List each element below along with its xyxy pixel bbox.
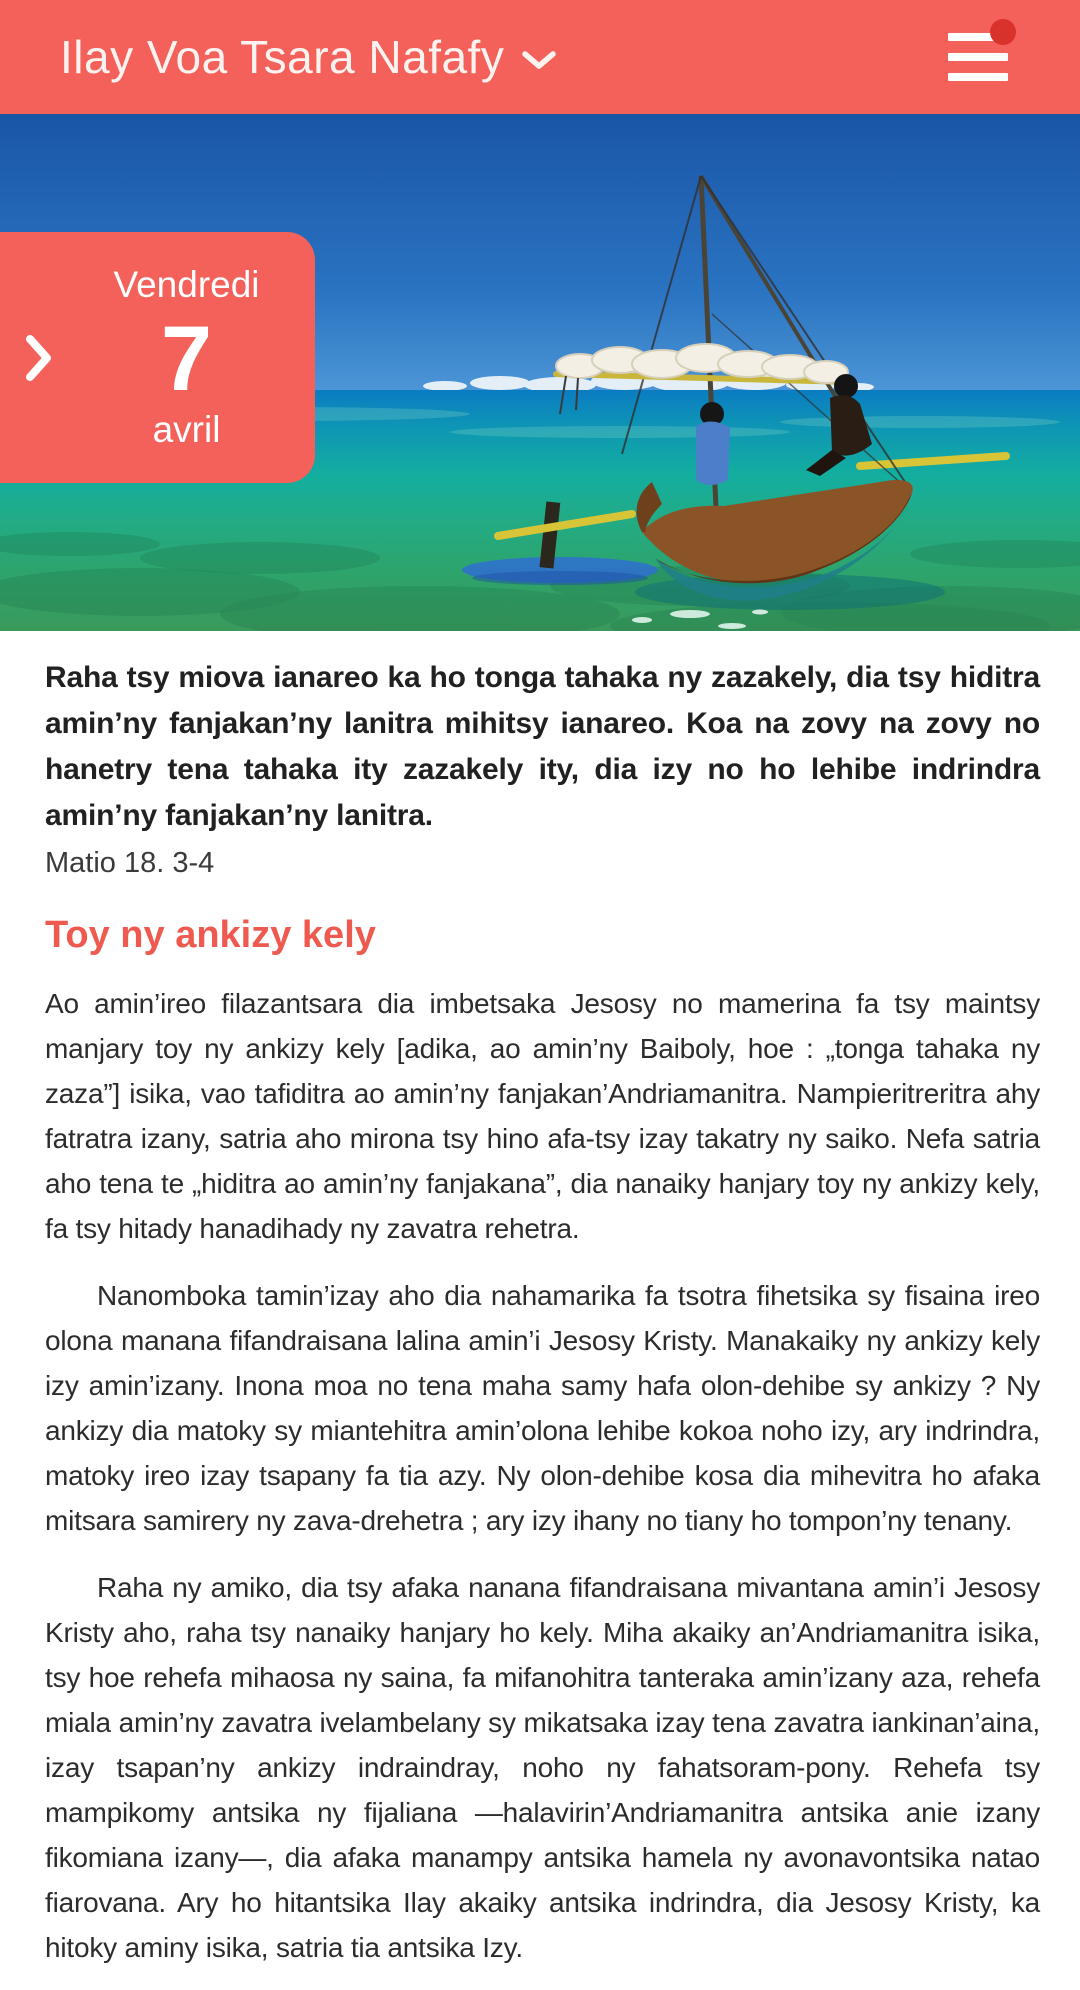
chevron-down-icon [522, 51, 556, 71]
chevron-right-icon [26, 334, 52, 382]
hero-section [0, 114, 1080, 631]
article-paragraph: Nanomboka tamin’izay aho dia nahamarika fa tsotra fihetsika sy fisaina ireo olona manana fifandraisana lalina amin’i Jesosy Kristy. Manakaiky ny ankizy kely izy amin’izany. Inona moa no tena maha samy hafa olon-dehibe sy ankizy ? Ny ankizy dia matoky sy miantehitra amin’olona lehibe kokoa noho izy, ary indrindra, matoky ireo izay tsapany fa tia azy. Ny olon-dehibe kosa dia mihevitra ho afaka mitsara samirery ny zava-drehetra ; ary izy ihany no tiany ho tompon’ny tenany. [45, 1280, 1040, 1536]
notification-dot [990, 19, 1016, 45]
title-dropdown[interactable] [60, 30, 556, 84]
verse-text: Raha tsy miova ianareo ka ho tonga tahaka ny zazakely, dia tsy hiditra amin’ny fanjakan’ny lanitra mihitsy ianareo. Koa na zovy na zovy no hanetry tena tahaka ity zazakely ity, dia izy no ho lehibe indrindra amin’ny fanjakan’ny lanitra. [45, 661, 1040, 832]
date-column [58, 232, 315, 483]
section-title: Toy ny ankizy kely [45, 914, 376, 956]
date-card[interactable] [0, 232, 315, 483]
date-weekday: Vendredi [113, 263, 260, 305]
article-paragraph: Ao amin’ireo filazantsara dia imbetsaka Jesosy no mamerina fa tsy maintsy manjary toy ny ankizy kely [adika, ao amin’ny Baiboly, hoe : „tonga tahaka ny zaza”] isika, vao tafiditra ao amin’ny fanjakan’Andriamanitra. Nampieritreritra ahy fatratra izany, satria aho mirona tsy hino afa-tsy izay takatry ny saiko. Nefa satria aho tena te „hiditra ao amin’ny fanjakana”, dia nanaiky hanjary toy ny ankizy kely, fa tsy hitady hanadihady ny zavatra rehetra. [45, 988, 1040, 1244]
menu-button[interactable] [948, 33, 1008, 81]
date-day: 7 [160, 308, 213, 411]
date-month: avril [152, 408, 221, 450]
menu-bar [948, 53, 1008, 61]
article-paragraph: Raha ny amiko, dia tsy afaka nanana fifandraisana mivantana amin’i Jesosy Kristy aho, raha tsy nanaiky hanjary ho kely. Miha akaiky an’Andriamanitra isika, tsy hoe rehefa mihaosa ny saina, fa mifanohitra tanteraka amin’izany aza, rehefa miala amin’ny zavatra ivelambelany sy mikatsaka izay tena zavatra iankinan’aina, izay tsapan’ny ankizy indraindray, noho ny fahatsoram-pony. Rehefa tsy mampikomy antsika ny fijaliana —halavirin’Andriamanitra antsika anie izany fikomiana izany—, dia afaka manampy antsika hamela ny avonavontsika natao fiarovana. Ary ho hitantsika Ilay akaiky antsika indrindra, dia Jesosy Kristy, ka hitoky aminy isika, satria tia antsika Izy. [45, 1572, 1040, 1963]
page-title: Ilay Voa Tsara Nafafy [60, 31, 505, 83]
article [0, 631, 1080, 1970]
menu-bar [948, 73, 1008, 81]
app-header [0, 0, 1080, 114]
verse-reference: Matio 18. 3-4 [45, 847, 215, 879]
